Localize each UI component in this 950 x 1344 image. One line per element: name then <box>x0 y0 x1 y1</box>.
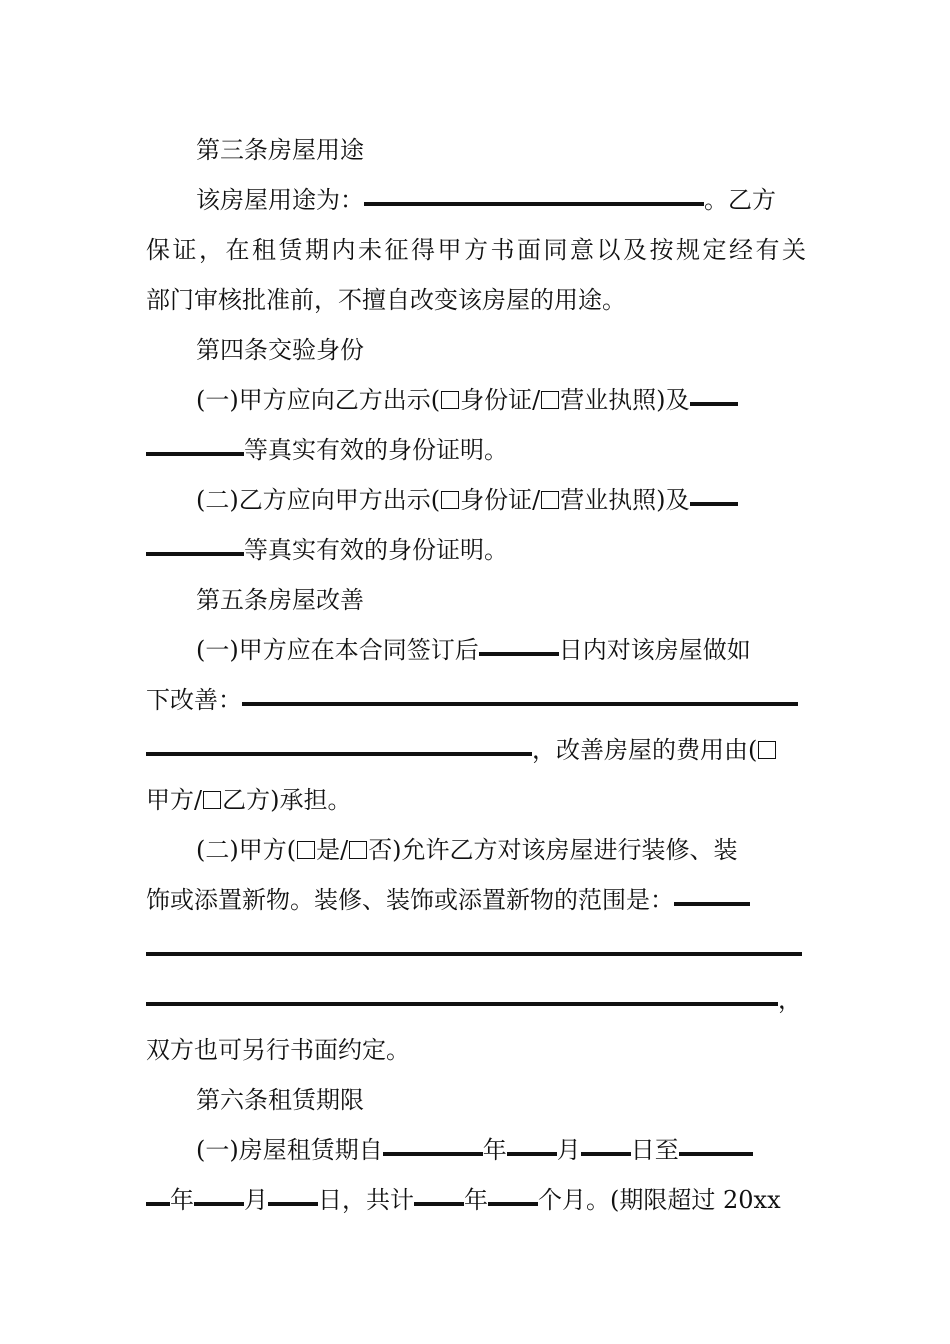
article-5-para-1-line-4 <box>146 780 806 820</box>
article-3-line-1 <box>196 180 806 220</box>
text: (一)甲方应在本合同签订后 <box>196 636 479 664</box>
article-4-para-2-cont <box>146 530 806 570</box>
text: 饰或添置新物。装修、装饰或添置新物的范围是： <box>146 886 674 914</box>
text: 月 <box>556 1136 581 1164</box>
article-4-para-1-cont <box>146 430 806 470</box>
blank-underline <box>507 1152 557 1156</box>
blank-underline <box>242 702 798 706</box>
checkbox[interactable] <box>297 841 315 859</box>
text: (二)乙方应向甲方出示( <box>196 486 441 514</box>
text: 。乙方 <box>704 186 776 214</box>
checkbox[interactable] <box>441 491 459 509</box>
text: 等真实有效的身份证明。 <box>244 436 508 464</box>
blank-underline <box>146 952 802 956</box>
article-5-title: 第五条房屋改善 <box>196 586 364 614</box>
blank-underline <box>581 1152 631 1156</box>
text: 营业执照)及 <box>560 486 690 514</box>
blank-underline <box>146 452 244 456</box>
text: 该房屋用途为： <box>196 186 364 214</box>
text: ，改善房屋的费用由( <box>532 736 758 764</box>
text: 身份证/ <box>460 386 541 414</box>
article-6-title: 第六条租赁期限 <box>196 1086 364 1114</box>
checkbox[interactable] <box>441 391 459 409</box>
text: ， <box>778 986 802 1014</box>
article-5-para-2-line-2 <box>146 880 806 920</box>
text: 个月。(期限超过 20xx <box>538 1186 781 1214</box>
text: 日至 <box>630 1136 679 1164</box>
article-3-line-2: 保证，在租赁期内未征得甲方书面同意以及按规定经有关 <box>146 236 806 264</box>
blank-underline <box>146 1002 778 1006</box>
blank-underline <box>674 902 750 906</box>
article-5-para-1-line-3 <box>146 730 806 770</box>
article-5-para-2 <box>196 830 806 870</box>
blank-underline <box>364 202 704 206</box>
text: 身份证/ <box>460 486 541 514</box>
blank-underline <box>488 1202 538 1206</box>
text: 等真实有效的身份证明。 <box>244 536 508 564</box>
checkbox[interactable] <box>349 841 367 859</box>
text: 下改善： <box>146 686 242 714</box>
text: 乙方)承担。 <box>222 786 352 814</box>
article-3-title: 第三条房屋用途 <box>196 136 364 164</box>
text: 是/ <box>316 836 349 864</box>
article-4-para-1 <box>196 380 806 420</box>
blank-underline <box>268 1202 318 1206</box>
blank-underline <box>146 552 244 556</box>
text: 营业执照)及 <box>560 386 690 414</box>
text: 年 <box>482 1136 507 1164</box>
blank-underline <box>690 502 738 506</box>
blank-underline <box>194 1202 244 1206</box>
article-5-para-1-line-2 <box>146 680 806 720</box>
text: 月 <box>244 1186 268 1214</box>
article-4-para-2 <box>196 480 806 520</box>
article-3-line-3: 部门审核批准前，不擅自改变该房屋的用途。 <box>146 286 626 314</box>
text: 年 <box>464 1186 488 1214</box>
article-6-para-1-line-2 <box>146 1180 806 1220</box>
text: 日，共计 <box>318 1186 414 1214</box>
text: (一)甲方应向乙方出示( <box>196 386 441 414</box>
text: 否)允许乙方对该房屋进行装修、装 <box>368 836 738 864</box>
checkbox[interactable] <box>541 491 559 509</box>
blank-underline <box>146 1202 170 1206</box>
blank-underline <box>479 652 559 656</box>
article-4-title: 第四条交验身份 <box>196 336 364 364</box>
text: (一)房屋租赁期自 <box>196 1136 383 1164</box>
article-5-para-1 <box>196 630 806 670</box>
article-5-para-2-line-4 <box>146 980 806 1020</box>
article-6-para-1 <box>196 1130 806 1170</box>
text: 甲方/ <box>146 786 203 814</box>
text: 年 <box>170 1186 194 1214</box>
text: (二)甲方( <box>196 836 297 864</box>
blank-underline <box>146 752 532 756</box>
blank-underline <box>679 1152 753 1156</box>
blank-underline <box>414 1202 464 1206</box>
checkbox[interactable] <box>541 391 559 409</box>
checkbox[interactable] <box>758 741 776 759</box>
article-5-para-2-line-5: 双方也可另行书面约定。 <box>146 1036 410 1064</box>
text: 日内对该房屋做如 <box>558 636 751 664</box>
blank-underline <box>383 1152 483 1156</box>
article-5-para-2-line-3 <box>146 930 806 970</box>
checkbox[interactable] <box>203 791 221 809</box>
blank-underline <box>690 402 738 406</box>
